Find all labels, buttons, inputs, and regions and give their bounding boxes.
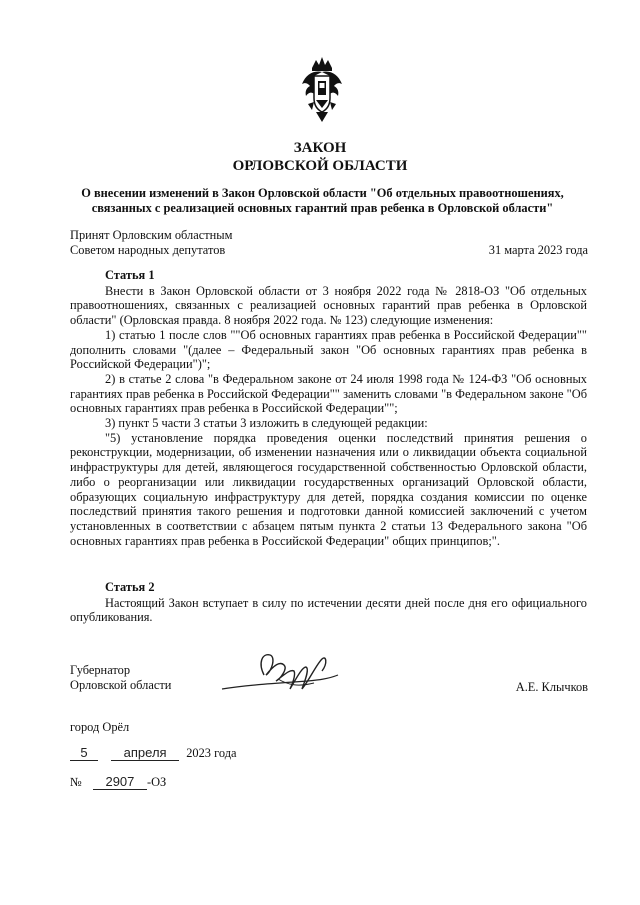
article-paragraph: Внести в Закон Орловской области от 3 ноября 2022 года № 2818-ОЗ "Об отдельных правоотношениях, связанных с реализацией основных гарантий прав ребенка в Орловской области" (Орловская правда. 8 ноября 2022 года. № 123) следующие изменения: — [70, 283, 587, 328]
article-heading: Статья 1 — [105, 268, 155, 282]
document-title: ЗАКОН — [293, 140, 347, 156]
law-number-value: 2907 — [93, 774, 147, 790]
signing-month: апреля — [111, 745, 179, 761]
law-number — [70, 774, 166, 790]
adoption-line: Принят Орловским областным — [70, 228, 233, 242]
signing-date — [70, 745, 237, 763]
signatory-title — [70, 663, 171, 693]
subtitle-line: связанных с реализацией основных гарантий прав ребенка в Орловской области" — [91, 201, 554, 215]
article-2 — [70, 580, 587, 625]
article-heading: Статья 2 — [105, 580, 155, 594]
handwritten-signature — [218, 645, 358, 705]
signing-year: 2023 года — [186, 746, 237, 760]
article-paragraph: 1) статью 1 после слов ""Об основных гарантиях прав ребенка в Российской Федерации"" дополнить словами "(далее – Федеральный закон "Об основных гарантиях прав ребенка в Российской Федерации")"; — [70, 327, 587, 372]
document-region: ОРЛОВСКОЙ ОБЛАСТИ — [232, 158, 408, 174]
signing-day: 5 — [70, 745, 98, 761]
law-number-prefix: № — [70, 775, 82, 789]
adoption-date: 31 марта 2023 года — [488, 243, 588, 257]
article-paragraph: 2) в статье 2 слова "в Федеральном законе от 24 июля 1998 года № 124-ФЗ "Об основных гарантиях прав ребенка в Российской Федерации"" заменить словами "в Федеральном законе "Об основных гарантиях прав ребенка в Российской Федерации""; — [70, 371, 587, 416]
article-paragraph: 3) пункт 5 части 3 статьи 3 изложить в следующей редакции: — [105, 416, 428, 431]
article-paragraph: "5) установление порядка проведения оценки последствий принятия решения о реконструкции, модернизации, об изменении назначения или о ликвидации объекта социальной инфраструктуры для детей, являющегося государственной собственностью Орловской области, либо о реорганизации или ликвидации государственных организаций Орловской области, образующих социальную инфраструктуру для детей, порядка создания комиссии по оценке последствий принятия такого решения и подготовки данной комиссией заключений с учетом установленных в соответствии с абзацем пятым пункта 2 статьи 13 Федерального закона "Об основных гарантиях прав ребенка в Российской Федерации" общих принципов;". — [70, 430, 587, 548]
document-subtitle — [70, 186, 575, 216]
subtitle-line: О внесении изменений в Закон Орловской области "Об отдельных правоотношениях, — [81, 186, 564, 200]
signing-city: город Орёл — [70, 720, 130, 734]
article-1 — [70, 268, 587, 548]
signatory-name: А.Е. Клычков — [515, 680, 588, 694]
coat-of-arms-icon — [300, 54, 344, 124]
article-paragraph: Настоящий Закон вступает в силу по истечении десяти дней после дня его официального опубликования. — [70, 595, 587, 625]
adoption-line: Советом народных депутатов — [70, 243, 226, 257]
adoption-info — [70, 228, 232, 258]
signatory-title-line: Губернатор — [70, 663, 131, 677]
signatory-title-line: Орловской области — [70, 678, 172, 692]
law-number-suffix: -ОЗ — [146, 775, 167, 789]
